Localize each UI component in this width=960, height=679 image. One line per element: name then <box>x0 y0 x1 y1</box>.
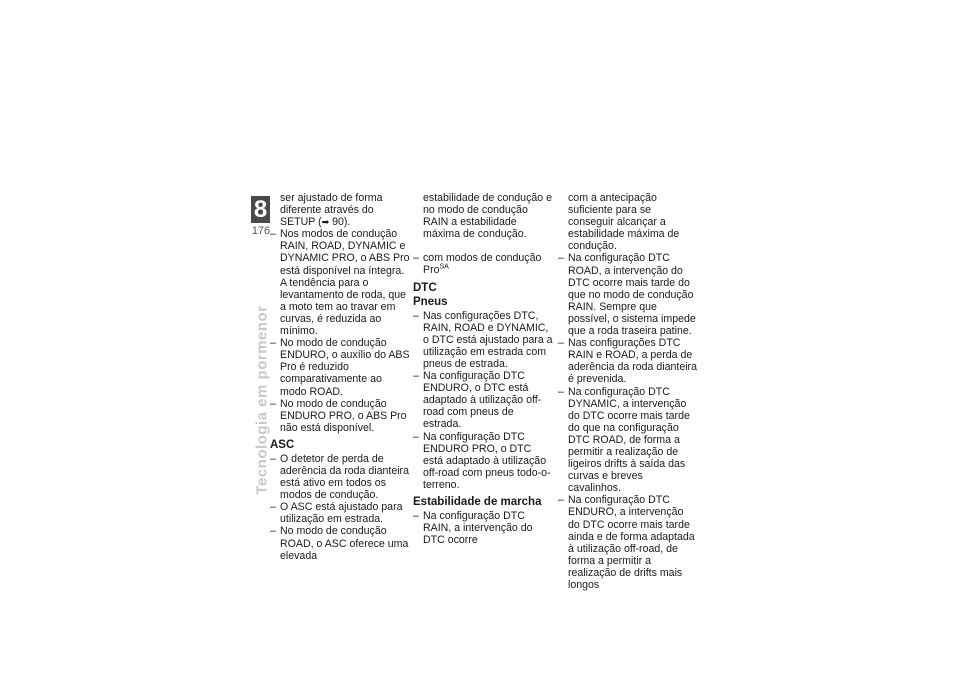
option-text: com modos de condução Pro <box>423 252 542 277</box>
section-heading-asc: ASC <box>270 438 295 451</box>
intro-text: ser ajustado de forma diferente através do SETUP ( <box>280 192 383 229</box>
text-column-2 <box>413 192 553 546</box>
list-item: – Na configuração DTC ENDURO, a intervenção do DTC ocorre mais tarde ainda e de forma adaptada à utilização off-road, de forma a permitir a realização de drifts mais longos <box>558 494 698 591</box>
list-item: – No modo de condução ENDURO PRO, o ABS Pro não está disponível. <box>270 398 410 434</box>
continued-paragraph: com a antecipação suficiente para se conseguir alcançar a estabilidade máxima de condução. <box>568 192 680 253</box>
list-item: – O ASC está ajustado para utilização em estrada. <box>270 501 410 525</box>
text-column-3 <box>558 192 698 591</box>
subheading-pneus: Pneus <box>413 295 448 308</box>
section-heading-dtc: DTC <box>413 281 437 294</box>
continued-paragraph <box>270 192 410 228</box>
list-item: – Nas configurações DTC RAIN e ROAD, a perda de aderência da roda dianteira é prevenida. <box>558 337 698 385</box>
continued-paragraph: estabilidade de condução e no modo de condução RAIN a estabilidade máxima de condução. <box>423 192 552 241</box>
list-item: – Na configuração DTC ROAD, a intervenção do DTC ocorre mais tarde do que no modo de condução RAIN. Sempre que possível, o sistema impede que a roda traseira patine. <box>558 252 698 337</box>
list-item: – Na configuração DTC ENDURO, o DTC está adaptado à utilização off-road com pneus de estrada. <box>413 370 553 430</box>
list-item: – No modo de condução ENDURO, o auxílio do ABS Pro é reduzido comparativamente ao modo ROAD. <box>270 337 410 397</box>
list-item: – Na configuração DTC RAIN, a intervenção do DTC ocorre <box>413 510 553 546</box>
chapter-number-badge: 8 <box>251 196 270 223</box>
chapter-title-text: Tecnologia em pormenor <box>253 305 271 495</box>
list-item: – Nos modos de condução RAIN, ROAD, DYNAMIC e DYNAMIC PRO, o ABS Pro está disponível na íntegra. A tendência para o levantamento de roda, que a moto tem ao travar em curvas, é reduzida ao mínimo. <box>270 228 410 337</box>
text-column-1 <box>270 192 410 562</box>
page-number: 176 <box>251 225 271 237</box>
list-item: – Na configuração DTC DYNAMIC, a intervenção do DTC ocorre mais tarde do que na configuração DTC ROAD, de forma a permitir a realização de ligeiros drifts à saída das curvas e breves cavalinhos. <box>558 386 698 495</box>
option-superscript: SA <box>439 263 449 271</box>
list-item: – O detetor de perda de aderência da roda dianteira está ativo em todos os modos de condução. <box>270 453 410 501</box>
spacer <box>413 240 553 252</box>
list-item: – Na configuração DTC ENDURO PRO, o DTC está adaptado à utilização off-road com pneus todo-o-terreno. <box>413 431 553 491</box>
subheading-estabilidade: Estabilidade de marcha <box>413 495 542 508</box>
list-item: – Nas configurações DTC, RAIN, ROAD e DYNAMIC, o DTC está ajustado para a utilização em estrada com pneus de estrada. <box>413 310 553 370</box>
list-item <box>413 252 553 276</box>
page-reference-arrow-icon: ➡ <box>321 217 330 228</box>
page-reference: 90). <box>329 216 351 229</box>
list-item: – No modo de condução ROAD, o ASC oferece uma elevada <box>270 525 410 561</box>
